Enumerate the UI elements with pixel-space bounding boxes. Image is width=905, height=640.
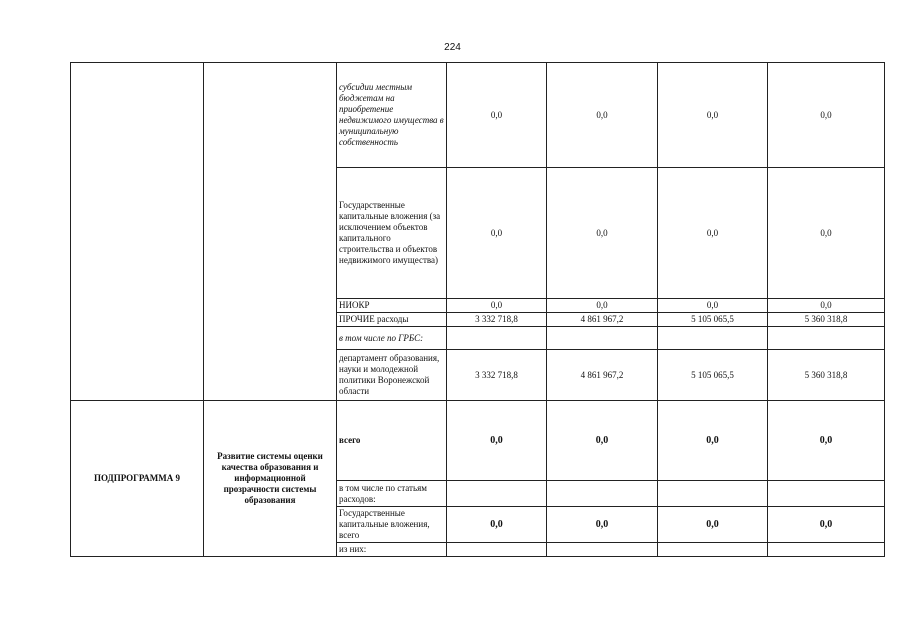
department-value-1: 3 332 718,8 [447,350,547,401]
capital-inv-value-1: 0,0 [447,168,547,299]
grbs-empty-4 [768,327,885,350]
capital-inv-value-2: 0,0 [547,168,658,299]
subsidy-value-4: 0,0 [768,63,885,168]
total-value-3: 0,0 [658,401,768,481]
niokr-value-2: 0,0 [547,299,658,313]
other-value-4: 5 360 318,8 [768,313,885,327]
capital-total-value-2: 0,0 [547,507,658,543]
capital-total-value-3: 0,0 [658,507,768,543]
by-articles-empty-4 [768,481,885,507]
of-which-empty-2 [547,543,658,557]
row-subprogram-total [71,401,885,481]
program-cell-empty [71,63,204,401]
other-label: ПРОЧИЕ расходы [337,313,447,327]
department-label: департамент образования, науки и молодежной политики Воронежской области [337,350,447,401]
total-value-4: 0,0 [768,401,885,481]
niokr-label: НИОКР [337,299,447,313]
total-value-1: 0,0 [447,401,547,481]
capital-total-value-1: 0,0 [447,507,547,543]
subsidy-label: субсидии местным бюджетам на приобретение недвижимого имущества в муниципальную собственность [337,63,447,168]
capital-total-value-4: 0,0 [768,507,885,543]
subprogram-title: Развитие системы оценки качества образования и информационной прозрачности системы образования [204,401,337,557]
grbs-label: в том числе по ГРБС: [337,327,447,350]
page-number: 224 [444,42,461,53]
of-which-label: из них: [337,543,447,557]
by-articles-empty-2 [547,481,658,507]
department-value-2: 4 861 967,2 [547,350,658,401]
niokr-value-3: 0,0 [658,299,768,313]
grbs-empty-2 [547,327,658,350]
row-subsidy [71,63,885,168]
other-value-2: 4 861 967,2 [547,313,658,327]
other-value-1: 3 332 718,8 [447,313,547,327]
by-articles-empty-1 [447,481,547,507]
of-which-empty-3 [658,543,768,557]
by-articles-label: в том числе по статьям расходов: [337,481,447,507]
of-which-empty-1 [447,543,547,557]
title-cell-empty [204,63,337,401]
capital-inv-value-4: 0,0 [768,168,885,299]
total-label: всего [337,401,447,481]
department-value-3: 5 105 065,5 [658,350,768,401]
by-articles-empty-3 [658,481,768,507]
subsidy-value-3: 0,0 [658,63,768,168]
niokr-value-4: 0,0 [768,299,885,313]
of-which-empty-4 [768,543,885,557]
other-value-3: 5 105 065,5 [658,313,768,327]
capital-inv-label: Государственные капитальные вложения (за исключением объектов капитального строительства и объектов недвижимого имущества) [337,168,447,299]
total-value-2: 0,0 [547,401,658,481]
grbs-empty-3 [658,327,768,350]
niokr-value-1: 0,0 [447,299,547,313]
budget-table [70,62,885,557]
subsidy-value-1: 0,0 [447,63,547,168]
capital-inv-value-3: 0,0 [658,168,768,299]
department-value-4: 5 360 318,8 [768,350,885,401]
capital-total-label: Государственные капитальные вложения, всего [337,507,447,543]
subsidy-value-2: 0,0 [547,63,658,168]
grbs-empty-1 [447,327,547,350]
subprogram-code: ПОДПРОГРАММА 9 [71,401,204,557]
